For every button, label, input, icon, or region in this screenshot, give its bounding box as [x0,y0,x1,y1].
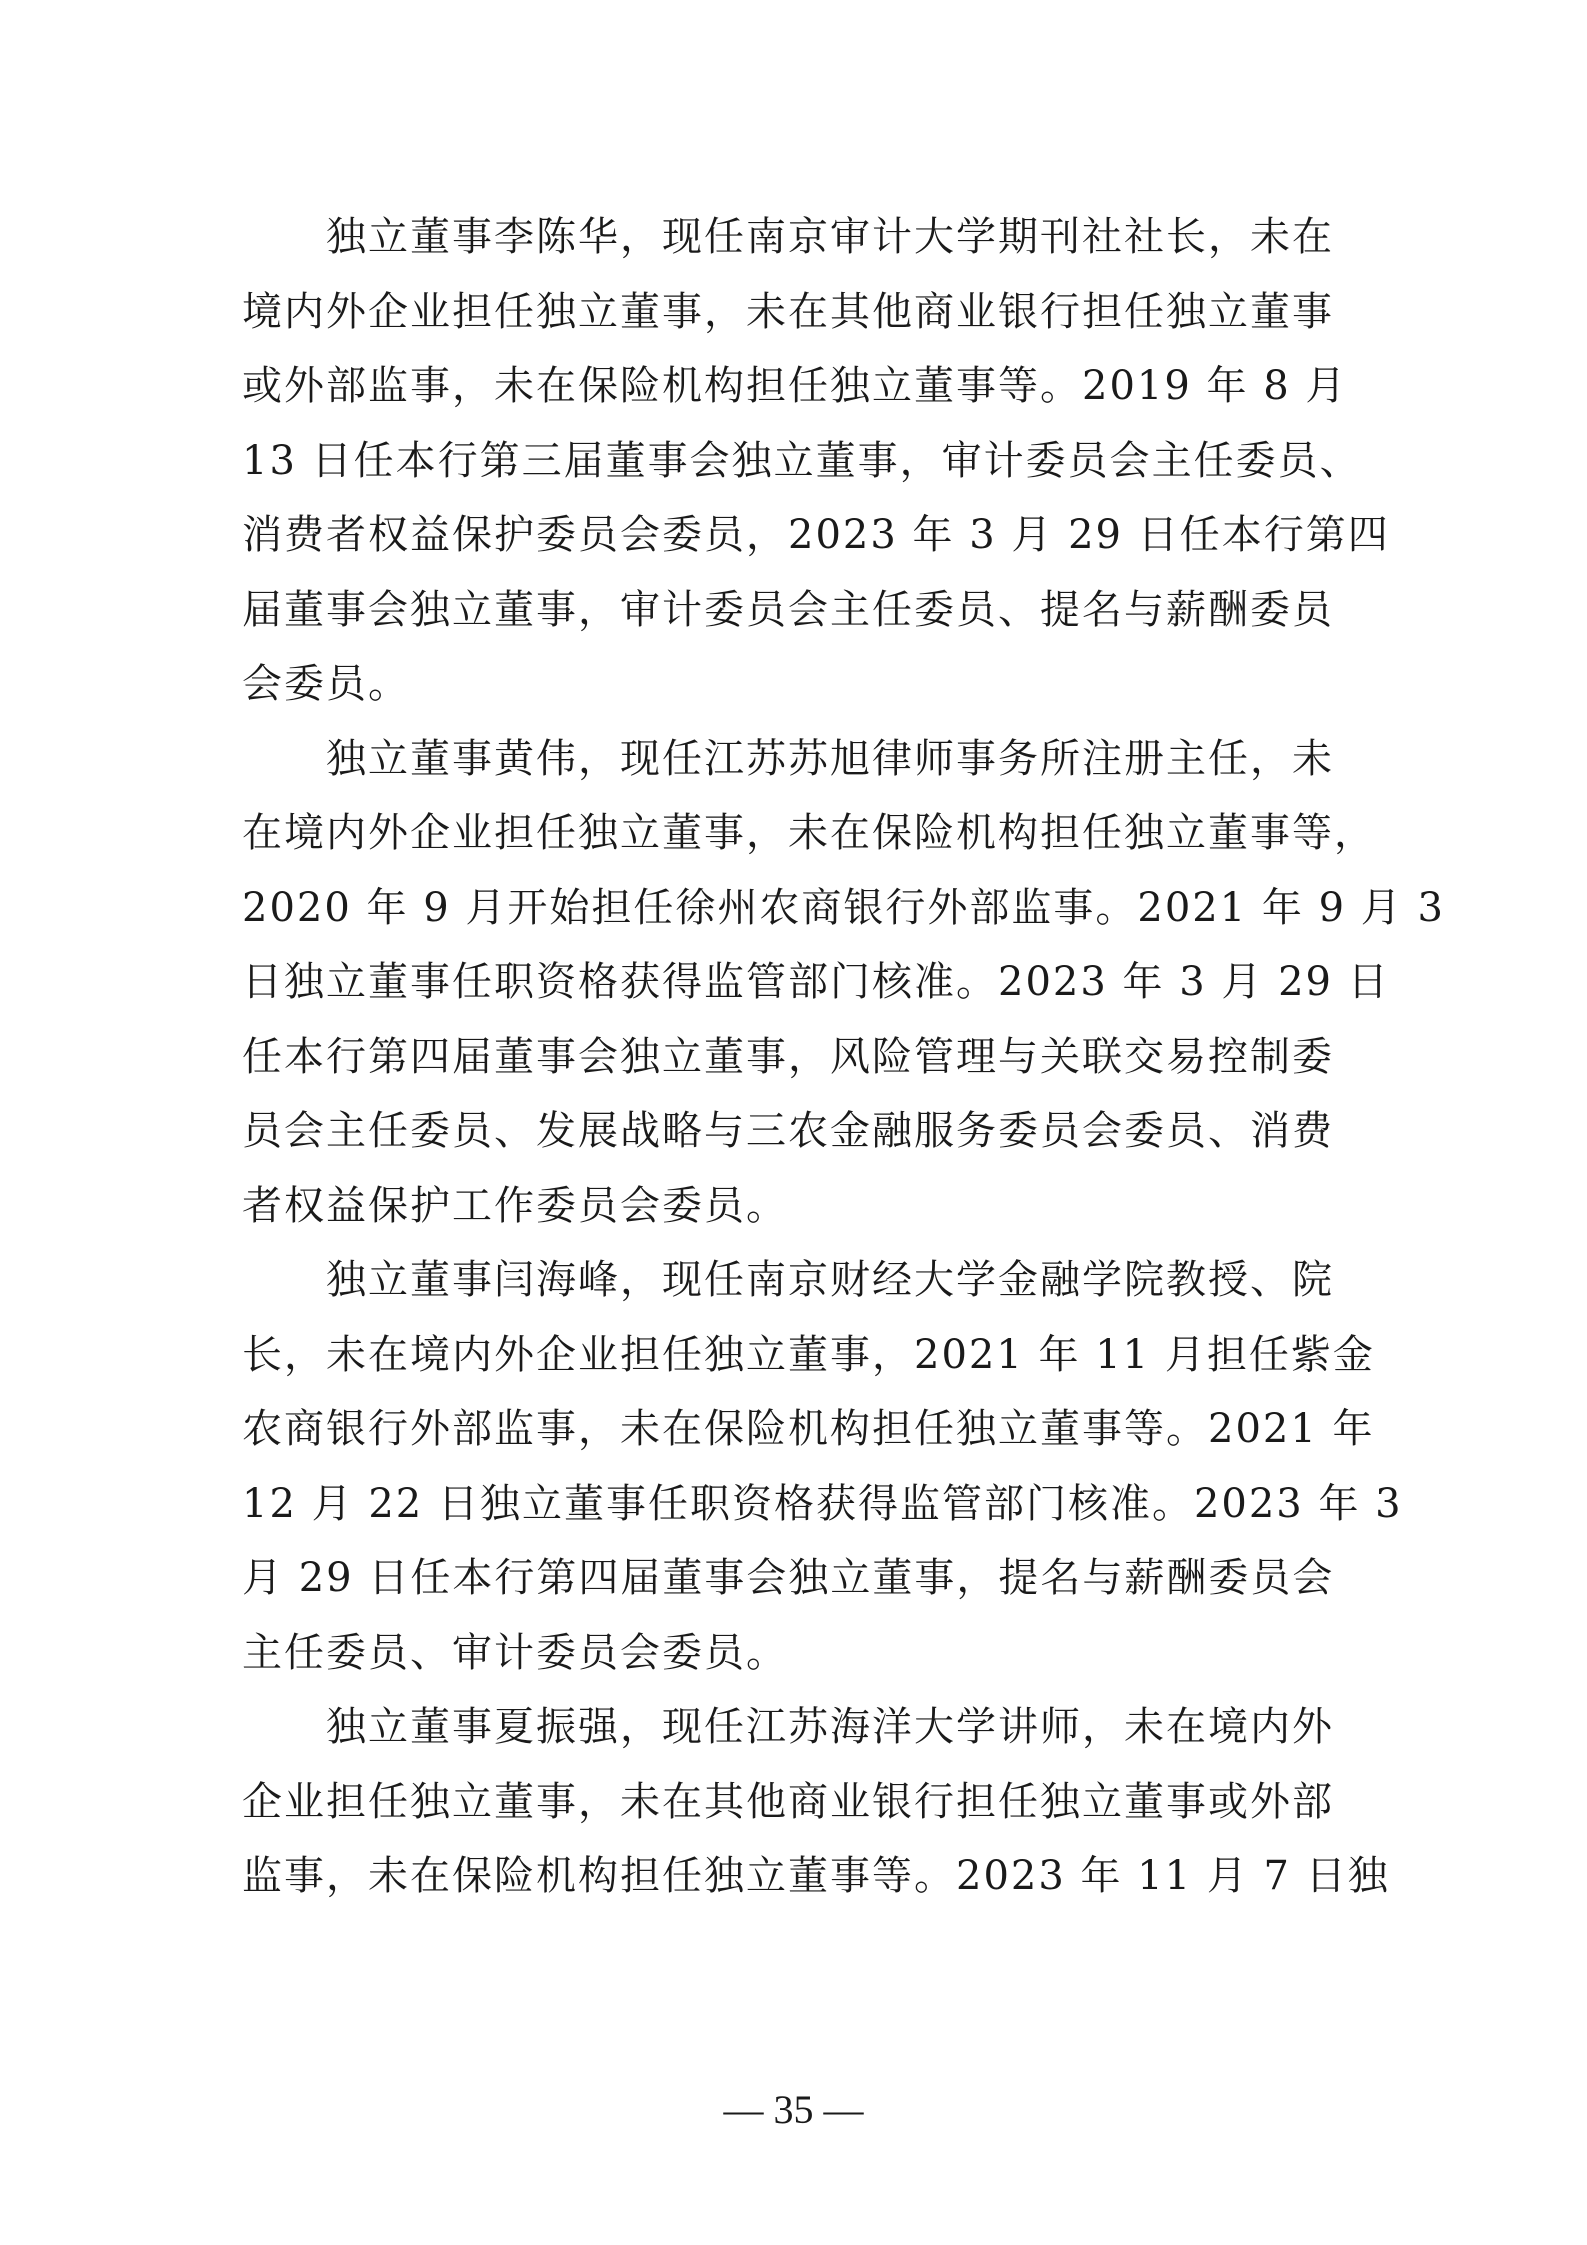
text-line: 农商银行外部监事，未在保险机构担任独立董事等。2021 年 [242,1406,1375,1452]
text-line: 境内外企业担任独立董事，未在其他商业银行担任独立董事 [242,288,1334,335]
paragraph-li-chenhua [242,200,1390,722]
text-line: 主任委员、审计委员会委员。 [242,1629,788,1676]
text-line: 届董事会独立董事，审计委员会主任委员、提名与薪酬委员 [242,586,1334,633]
text-line: 或外部监事，未在保险机构担任独立董事等。2019 年 8 月 [242,363,1348,409]
text-line: 员会主任委员、发展战略与三农金融服务委员会委员、消费 [242,1108,1334,1154]
text-line: 监事，未在保险机构担任独立董事等。2023 年 11 月 7 日独 [242,1853,1390,1899]
text-line: 13 日任本行第三届董事会独立董事，审计委员会主任委员、 [242,437,1362,484]
text-line: 企业担任独立董事，未在其他商业银行担任独立董事或外部 [242,1778,1334,1825]
page-number: — 35 — [723,2087,864,2132]
text-line: 独立董事闫海峰，现任南京财经大学金融学院教授、院 [326,1257,1334,1303]
paragraph-huang-wei [242,722,1445,1244]
body-text [242,200,1445,1914]
text-line: 独立董事李陈华，现任南京审计大学期刊社社长，未在 [326,214,1334,260]
text-line: 日独立董事任职资格获得监管部门核准。2023 年 3 月 29 日 [242,959,1390,1005]
text-line: 独立董事夏振强，现任江苏海洋大学讲师，未在境内外 [326,1704,1334,1750]
paragraph-yan-haifeng [242,1243,1403,1690]
text-line: 12 月 22 日独立董事任职资格获得监管部门核准。2023 年 3 [242,1480,1403,1527]
text-line: 者权益保护工作委员会委员。 [242,1182,788,1229]
text-line: 独立董事黄伟，现任江苏苏旭律师事务所注册主任，未 [326,735,1334,782]
text-line: 任本行第四届董事会独立董事，风险管理与关联交易控制委 [242,1033,1334,1080]
text-line: 会委员。 [242,661,410,707]
paragraph-xia-zhenqiang [242,1690,1390,1914]
text-line: 消费者权益保护委员会委员，2023 年 3 月 29 日任本行第四 [242,512,1390,558]
text-line: 长，未在境内外企业担任独立董事，2021 年 11 月担任紫金 [242,1331,1375,1378]
text-line: 2020 年 9 月开始担任徐州农商银行外部监事。2021 年 9 月 3 [242,884,1445,931]
text-line: 月 29 日任本行第四届董事会独立董事，提名与薪酬委员会 [242,1555,1335,1601]
text-line: 在境内外企业担任独立董事，未在保险机构担任独立董事等， [242,810,1376,856]
